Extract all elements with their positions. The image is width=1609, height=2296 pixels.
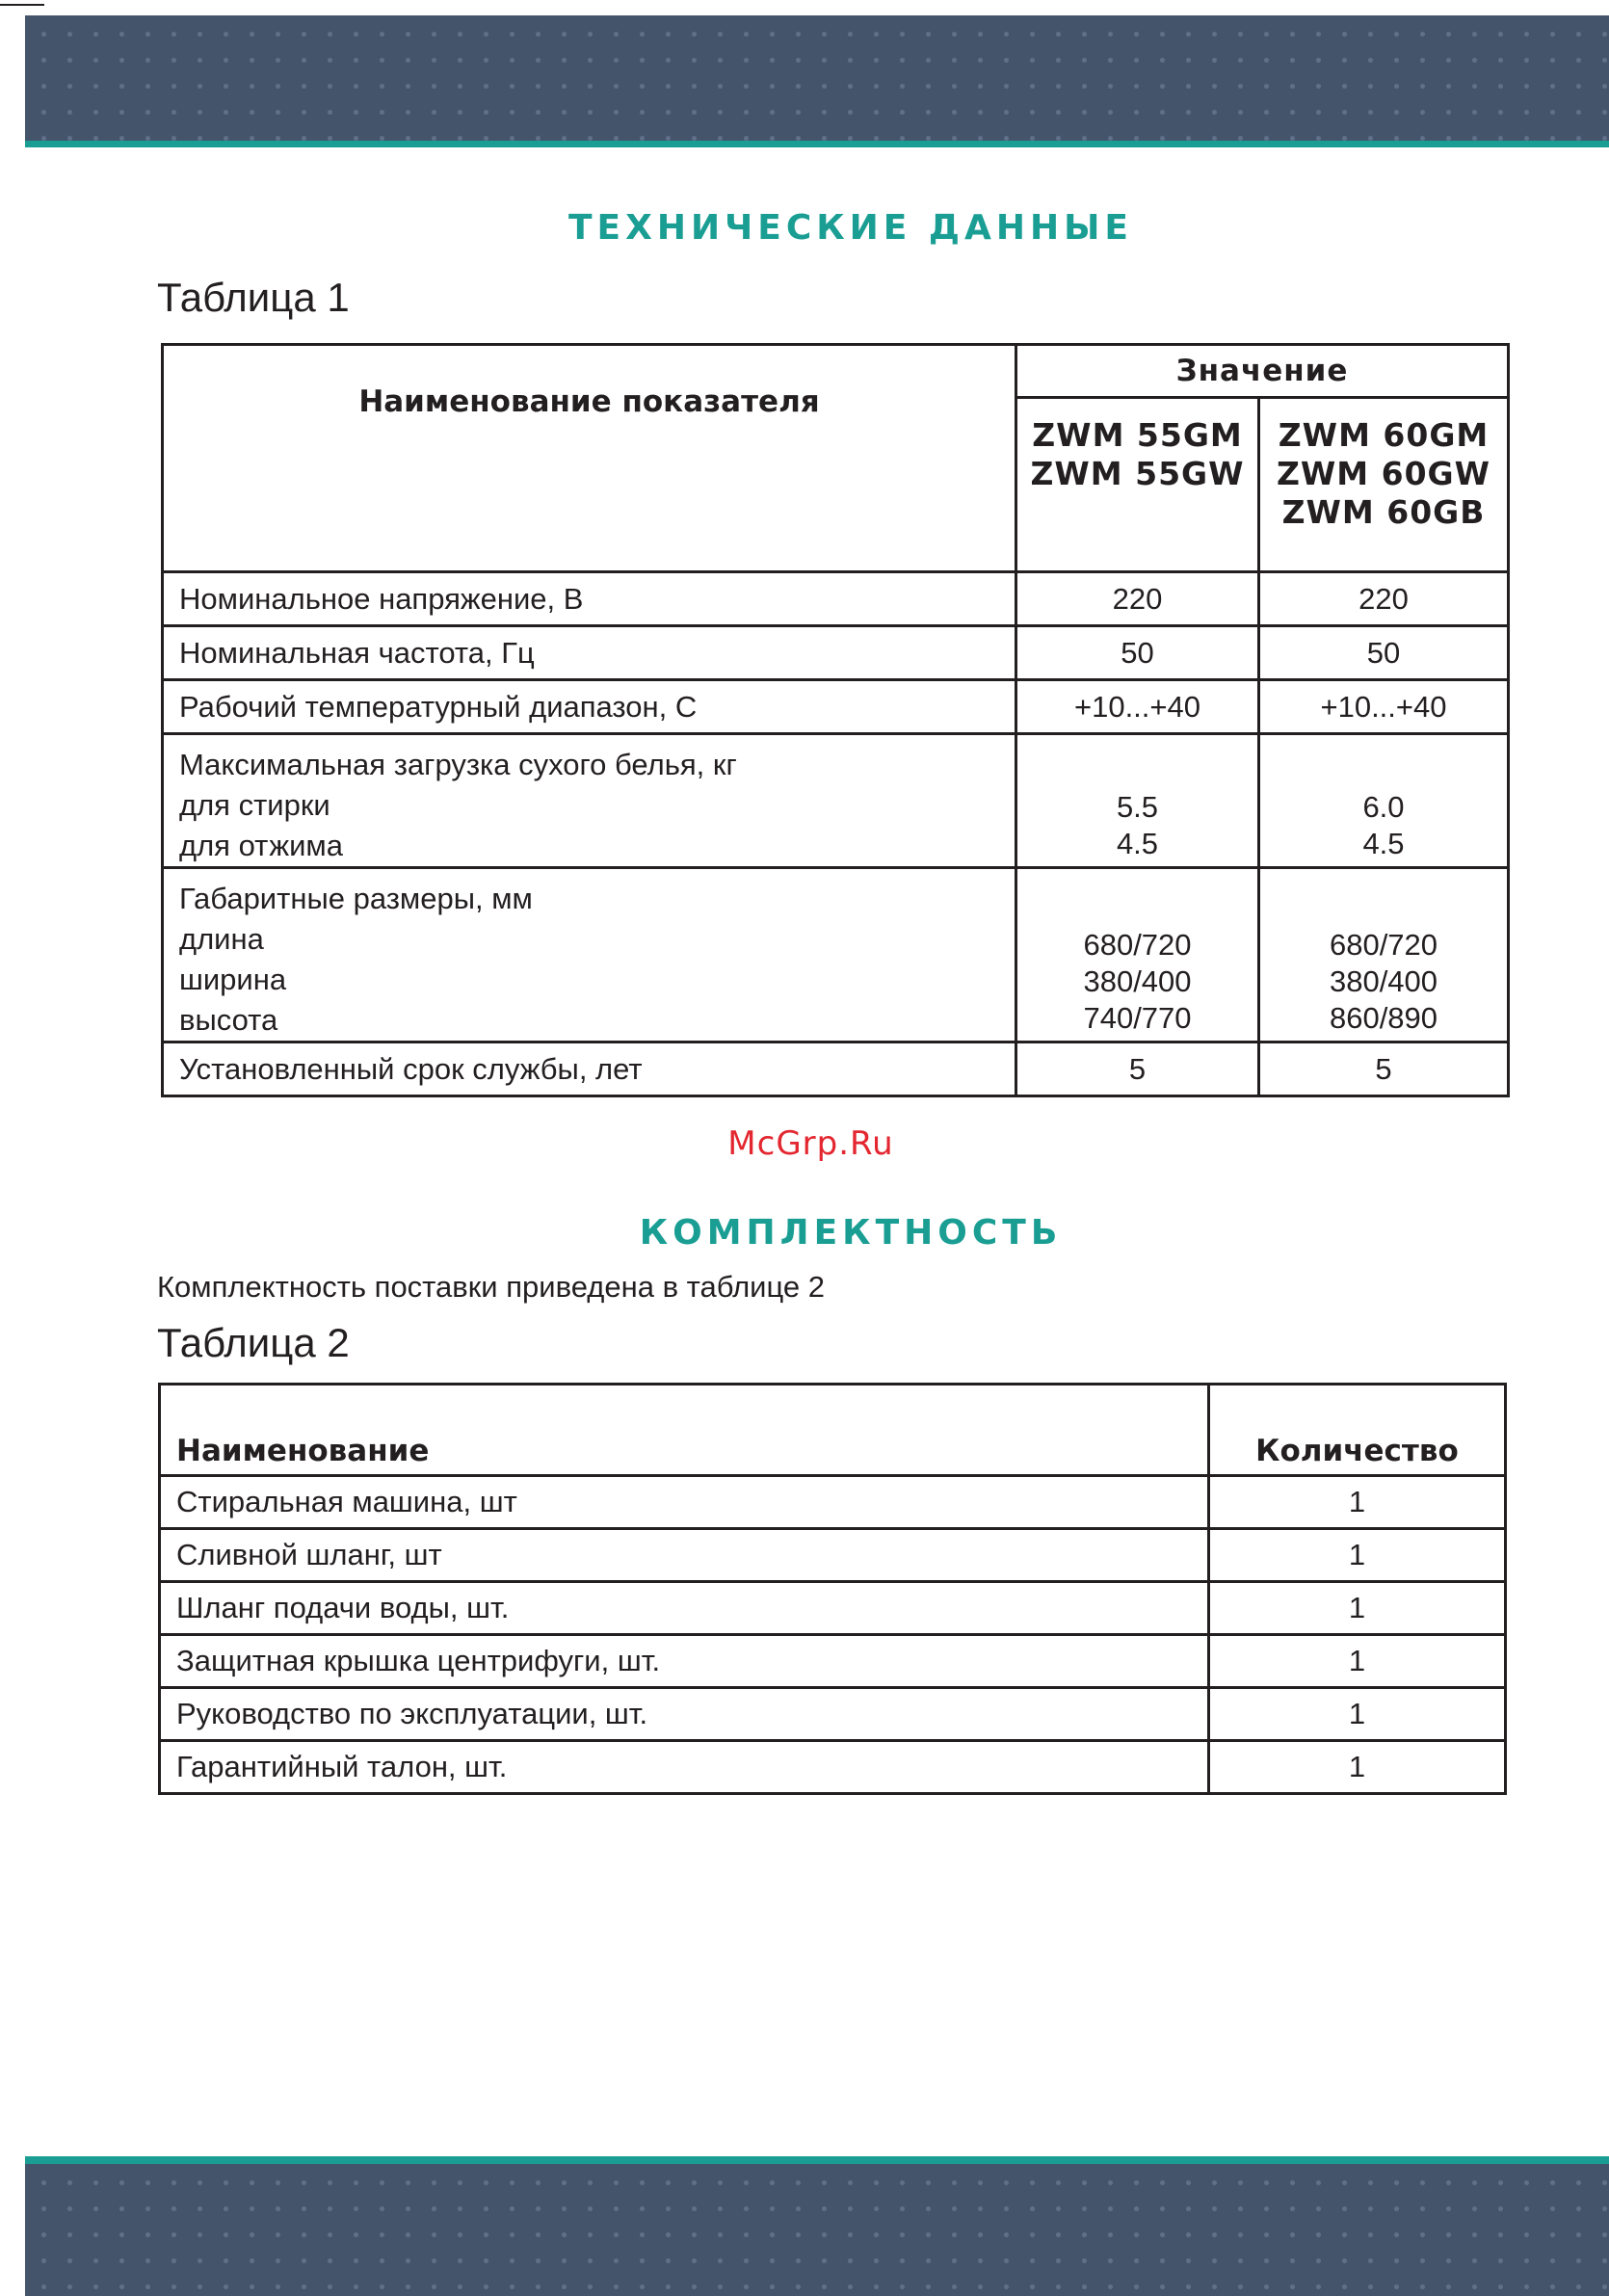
cell-line: Стиральная машина, шт bbox=[176, 1485, 517, 1518]
section-heading-technical-data: ТЕХНИЧЕСКИЕ ДАННЫЕ bbox=[567, 208, 1134, 248]
item-name-cell bbox=[160, 1529, 1209, 1582]
cell-line: 380/400 bbox=[1329, 964, 1438, 998]
cell-line: 4.5 bbox=[1116, 827, 1159, 860]
cell-line: 1 bbox=[1348, 1697, 1366, 1730]
value-cell-60 bbox=[1259, 734, 1509, 868]
cell-line: для стирки bbox=[179, 788, 330, 822]
value-cell-55 bbox=[1016, 626, 1259, 680]
quantity-cell bbox=[1209, 1635, 1506, 1688]
cell-line: 50 bbox=[1366, 635, 1401, 670]
table-row bbox=[163, 734, 1509, 868]
value-cell-55 bbox=[1016, 734, 1259, 868]
footer-band bbox=[25, 2156, 1609, 2296]
table-row bbox=[160, 1688, 1506, 1741]
table-row bbox=[160, 1582, 1506, 1635]
cell-line: 860/890 bbox=[1329, 1001, 1438, 1035]
cell-line: +10...+40 bbox=[1320, 689, 1447, 724]
model-name: ZWM 60GB bbox=[1281, 493, 1486, 531]
table-1-label: Таблица 1 bbox=[157, 275, 350, 320]
cell-line: 680/720 bbox=[1083, 928, 1192, 962]
cell-line: Номинальное напряжение, В bbox=[179, 581, 584, 616]
quantity-cell bbox=[1209, 1476, 1506, 1529]
cell-line: Шланг подачи воды, шт. bbox=[176, 1591, 510, 1624]
cell-line: 1 bbox=[1348, 1750, 1366, 1783]
cell-line: Рабочий температурный диапазон, С bbox=[179, 689, 698, 724]
cell-line: 1 bbox=[1348, 1644, 1366, 1677]
technical-data-table bbox=[161, 343, 1510, 1097]
param-column-header: Наименование показателя bbox=[163, 345, 1016, 572]
param-name-cell bbox=[163, 868, 1016, 1042]
cell-line: Сливной шланг, шт bbox=[176, 1538, 442, 1571]
table-2-label: Таблица 2 bbox=[157, 1320, 350, 1365]
table-row bbox=[163, 680, 1509, 734]
value-cell-60 bbox=[1259, 680, 1509, 734]
value-cell-55 bbox=[1016, 572, 1259, 626]
cell-line: Максимальная загрузка сухого белья, кг bbox=[179, 748, 737, 781]
table-row bbox=[163, 868, 1509, 1042]
table-row bbox=[160, 1529, 1506, 1582]
table-row bbox=[160, 1635, 1506, 1688]
param-name-cell bbox=[163, 734, 1016, 868]
param-name-cell bbox=[163, 572, 1016, 626]
cell-line: ширина bbox=[179, 963, 287, 996]
quantity-cell bbox=[1209, 1741, 1506, 1794]
cell-line: 5.5 bbox=[1116, 790, 1159, 824]
cell-line: 220 bbox=[1112, 581, 1163, 616]
cell-line: Установленный срок службы, лет bbox=[179, 1051, 643, 1086]
cell-line: для отжима bbox=[179, 829, 343, 862]
table-row bbox=[160, 1741, 1506, 1794]
table-row bbox=[163, 1042, 1509, 1096]
item-name-column-header: Наименование bbox=[160, 1385, 1209, 1476]
cell-line: 1 bbox=[1348, 1485, 1366, 1518]
value-cell-60 bbox=[1259, 572, 1509, 626]
value-cell-60 bbox=[1259, 1042, 1509, 1096]
cell-line: 5 bbox=[1375, 1051, 1392, 1086]
param-name-cell bbox=[163, 626, 1016, 680]
param-name-cell bbox=[163, 680, 1016, 734]
corner-crop-mark bbox=[0, 4, 44, 6]
cell-line: длина bbox=[179, 922, 264, 956]
model-header-55 bbox=[1016, 398, 1259, 572]
cell-line: Защитная крышка центрифуги, шт. bbox=[176, 1644, 661, 1677]
quantity-cell bbox=[1209, 1688, 1506, 1741]
item-name-cell bbox=[160, 1635, 1209, 1688]
cell-line: 4.5 bbox=[1362, 827, 1405, 860]
item-name-cell bbox=[160, 1688, 1209, 1741]
item-name-cell bbox=[160, 1582, 1209, 1635]
section-heading-completeness: КОМПЛЕКТНОСТЬ bbox=[639, 1213, 1063, 1253]
cell-line: 220 bbox=[1358, 581, 1409, 616]
table-header-row bbox=[160, 1385, 1506, 1476]
cell-line: 680/720 bbox=[1329, 928, 1438, 962]
cell-line: 1 bbox=[1348, 1538, 1366, 1571]
table-row bbox=[163, 626, 1509, 680]
value-cell-60 bbox=[1259, 868, 1509, 1042]
cell-line: Руководство по эксплуатации, шт. bbox=[176, 1697, 648, 1730]
cell-line: 1 bbox=[1348, 1591, 1366, 1624]
cell-line: 5 bbox=[1128, 1051, 1147, 1086]
param-name-cell bbox=[163, 1042, 1016, 1096]
cell-line: 740/770 bbox=[1083, 1001, 1192, 1035]
model-header-60 bbox=[1259, 398, 1509, 572]
quantity-cell bbox=[1209, 1529, 1506, 1582]
cell-line: 50 bbox=[1121, 635, 1154, 670]
table-header-row bbox=[163, 345, 1509, 398]
cell-line: +10...+40 bbox=[1073, 689, 1200, 724]
table-row bbox=[163, 572, 1509, 626]
item-name-cell bbox=[160, 1741, 1209, 1794]
value-cell-60 bbox=[1259, 626, 1509, 680]
cell-line: Гарантийный талон, шт. bbox=[176, 1750, 508, 1783]
watermark-text: McGrp.Ru bbox=[727, 1124, 894, 1163]
value-cell-55 bbox=[1016, 868, 1259, 1042]
model-name: ZWM 55GW bbox=[1030, 455, 1245, 492]
cell-line: Номинальная частота, Гц bbox=[179, 635, 535, 670]
completeness-intro-text: Комплектность поставки приведена в таблице 2 bbox=[157, 1270, 826, 1304]
cell-line: 380/400 bbox=[1083, 964, 1192, 998]
value-column-header: Значение bbox=[1016, 345, 1509, 398]
completeness-table bbox=[158, 1383, 1507, 1795]
cell-line: высота bbox=[179, 1003, 278, 1037]
quantity-cell bbox=[1209, 1582, 1506, 1635]
cell-line: 6.0 bbox=[1362, 790, 1405, 824]
value-cell-55 bbox=[1016, 1042, 1259, 1096]
model-name: ZWM 60GW bbox=[1276, 455, 1491, 492]
header-band bbox=[25, 15, 1609, 147]
cell-line: Габаритные размеры, мм bbox=[179, 882, 533, 915]
table-row bbox=[160, 1476, 1506, 1529]
value-cell-55 bbox=[1016, 680, 1259, 734]
model-name: ZWM 55GM bbox=[1032, 416, 1243, 454]
quantity-column-header: Количество bbox=[1209, 1385, 1506, 1476]
model-name: ZWM 60GM bbox=[1278, 416, 1490, 454]
item-name-cell bbox=[160, 1476, 1209, 1529]
